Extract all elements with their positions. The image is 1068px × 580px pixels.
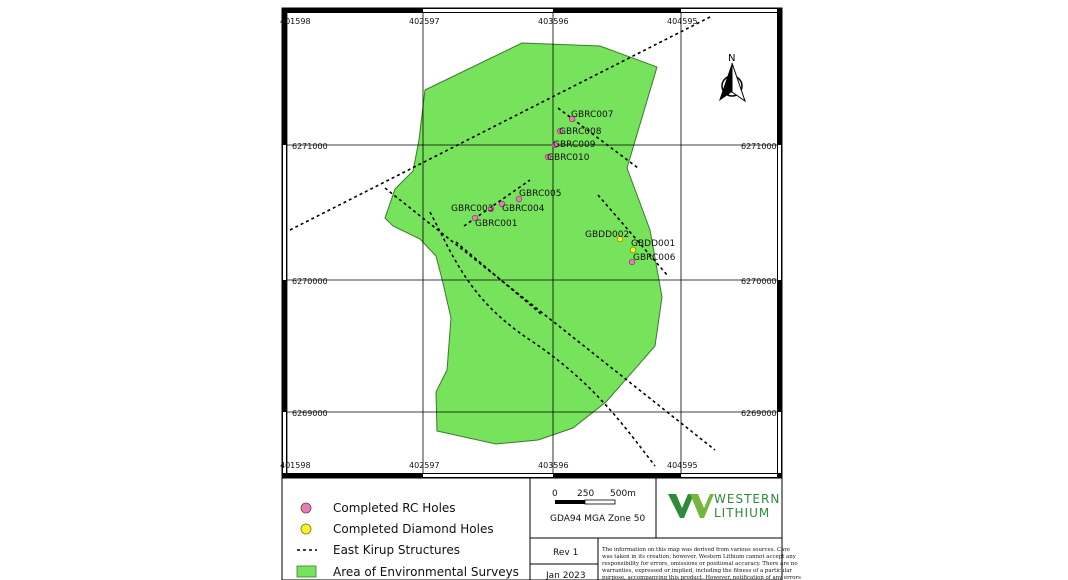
logo-line1: WESTERN: [714, 492, 781, 506]
hole-label: GBRC005: [519, 189, 562, 199]
disclaimer-text: [602, 547, 801, 580]
disclaimer-line: was taken in its creation, however, Western Lithium cannot accept any: [602, 554, 796, 560]
y-label: 6270000: [741, 277, 777, 286]
y-label: 6271000: [292, 142, 328, 151]
hole-label: GBRC007: [571, 110, 614, 120]
hole-label: GBRC010: [547, 153, 590, 163]
scale-label-0: 0: [552, 489, 558, 499]
hole-label: GBRC003: [451, 204, 494, 214]
projection-label: GDA94 MGA Zone 50: [550, 514, 646, 524]
x-label: 402597: [409, 461, 440, 470]
legend-survey-label: Area of Environmental Surveys: [333, 565, 519, 579]
scale-box: [530, 478, 656, 538]
hole-label: GBRC001: [475, 219, 518, 229]
x-label: 401598: [280, 461, 311, 470]
y-label: 6269000: [292, 409, 328, 418]
disclaimer-line: warranties, expressed or implied, including the fitness of a particular: [602, 568, 793, 574]
x-label: 401598: [280, 17, 311, 26]
legend-rc-symbol: [301, 503, 311, 513]
revision-label: Rev 1: [553, 548, 579, 558]
x-label: 404595: [667, 17, 698, 26]
logo-line2: LITHIUM: [714, 506, 771, 520]
x-label: 402597: [409, 17, 440, 26]
date-label: Jan 2023: [546, 571, 586, 580]
legend-rc-label: Completed RC Holes: [333, 501, 456, 515]
legend-diamond-label: Completed Diamond Holes: [333, 522, 494, 536]
x-label: 404595: [667, 461, 698, 470]
disclaimer-line: The information on this map was derived from various sources. Care: [602, 547, 791, 553]
hole-label: GBRC004: [502, 204, 545, 214]
north-label: N: [728, 53, 736, 64]
y-label: 6270000: [292, 277, 328, 286]
hole-label: GBRC009: [553, 140, 596, 150]
disclaimer-line: purpose, accompanying this product. However, notification of any errors: [602, 575, 801, 580]
hole-label: GBRC008: [559, 127, 602, 137]
scale-label-250: 250: [577, 489, 595, 499]
scale-label-500: 500m: [610, 489, 636, 499]
legend-diamond-symbol: [301, 524, 311, 534]
y-label: 6271000: [741, 142, 777, 151]
legend-survey-symbol: [297, 566, 316, 577]
x-label: 403596: [538, 461, 569, 470]
disclaimer-line: responsibility for errors, omissions or positional accuracy. There are no: [602, 561, 798, 567]
legend-structure-label: East Kirup Structures: [333, 543, 460, 557]
hole-label: GBRC006: [633, 253, 676, 263]
x-label: 403596: [538, 17, 569, 26]
hole-label: GBDD001: [631, 239, 676, 249]
y-label: 6269000: [741, 409, 777, 418]
hole-label: GBDD002: [585, 230, 630, 240]
